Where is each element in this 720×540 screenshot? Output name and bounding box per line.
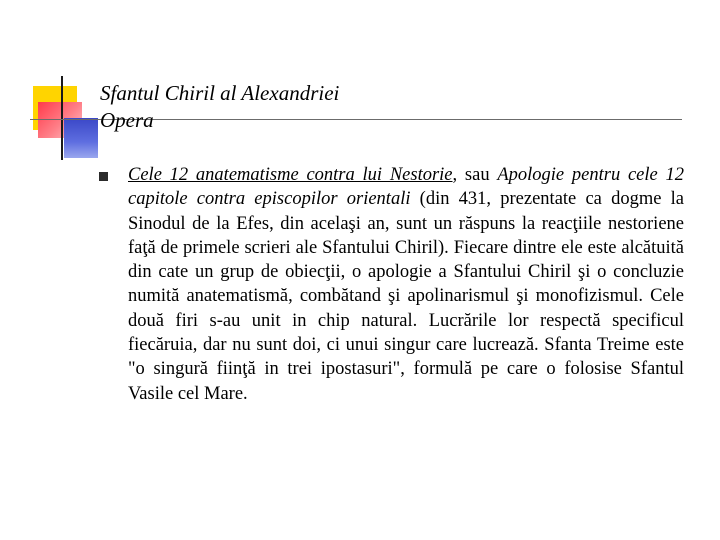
alternate-title: Apologie pentru cele 12 capitole contra episcopilor orientali xyxy=(128,165,685,210)
title-separator: , sau xyxy=(452,165,498,185)
bullet-square-icon xyxy=(99,172,108,181)
title-line-2: Opera xyxy=(100,108,154,132)
decor-vertical-line xyxy=(61,76,63,160)
bullet-paragraph xyxy=(128,163,684,406)
paragraph-body: (din 431, prezentate ca dogme la Sinodul de la Efes, din acelaşi an, sunt un răspuns la reacţiile nestoriene faţă de primele scrieri ale Sfantului Chiril). Fiecare dintre ele este alcătuită din cate un grup de obiecţii, o apologie a Sfantului Chiril şi o concluzie numită anatematismă, combătand şi apolinarismul şi monofizismul. Cele două firi s-au unit in chip natural. Lucrările lor respectă specificul fiecăruia, dar nu sunt doi, ci unui singur care lucrează. Sfanta Treime este "o singură fiinţă in trei ipostasuri", formulă pe care o folosise Sfantul Vasile cel Mare. xyxy=(128,189,684,404)
decor-blue-square xyxy=(64,118,98,158)
title-line-1: Sfantul Chiril al Alexandriei xyxy=(100,81,340,105)
work-title: Cele 12 anatematisme contra lui Nestorie xyxy=(128,165,453,185)
slide-title xyxy=(100,80,339,134)
